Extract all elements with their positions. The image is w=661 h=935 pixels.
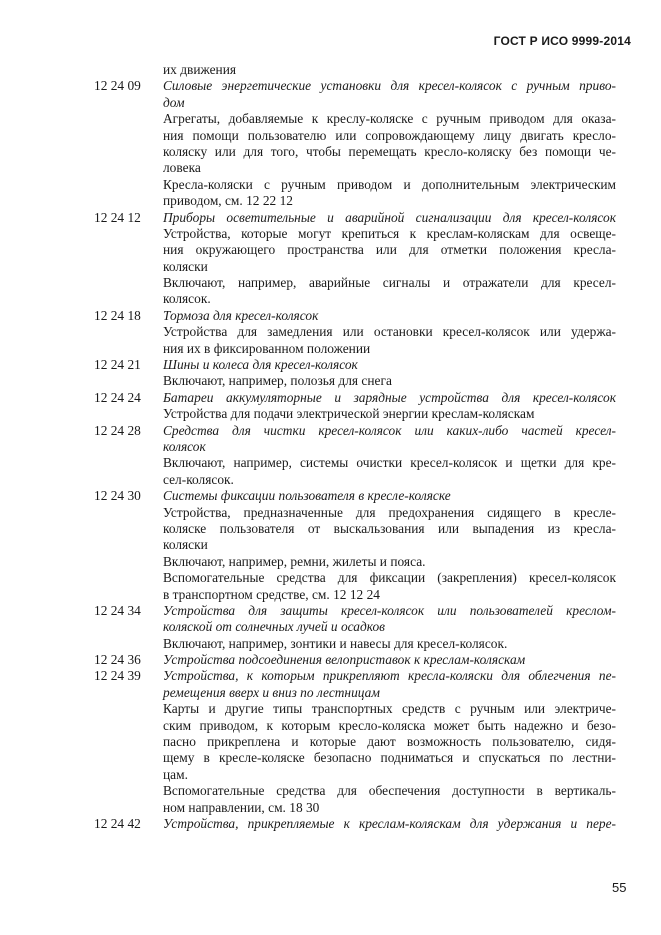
text-line — [0, 587, 661, 603]
text-line — [0, 554, 661, 570]
classification-code: 12 24 34 — [94, 602, 141, 618]
entry-description: ским приводом, к которым кресло-коляска может быть надежно и безо- — [163, 717, 616, 733]
text-line — [0, 570, 661, 586]
entry-description: Устройства для замедления или остановки кресел-колясок или удержа- — [163, 324, 616, 340]
text-line — [0, 718, 661, 734]
text-line — [0, 619, 661, 635]
text-line — [0, 750, 661, 766]
entry-title: Системы фиксации пользователя в кресле-коляске — [163, 488, 451, 504]
text-line — [0, 734, 661, 750]
classification-entry-line — [0, 652, 661, 668]
classification-entry-line — [0, 488, 661, 504]
entry-title: Шины и колеса для кресел-колясок — [163, 357, 358, 373]
text-line — [0, 472, 661, 488]
text-line — [0, 259, 661, 275]
page-number: 55 — [612, 880, 627, 895]
text-line — [0, 177, 661, 193]
entry-title: Устройства подсоединения велоприставок к креслам-коляскам — [163, 652, 526, 668]
text-line — [0, 701, 661, 717]
text-line — [0, 291, 661, 307]
text-line — [0, 144, 661, 160]
classification-entry-line — [0, 668, 661, 684]
classification-code: 12 24 09 — [94, 78, 141, 94]
text-line — [0, 800, 661, 816]
text-line — [0, 685, 661, 701]
entry-description: Кресла-коляски с ручным приводом и дополнительным электрическим — [163, 176, 616, 192]
classification-code: 12 24 36 — [94, 652, 141, 668]
entry-title: Средства для чистки кресел-колясок или каких-либо частей кресел- — [163, 422, 616, 438]
entry-title: колясок — [163, 438, 206, 454]
text-line — [0, 373, 661, 389]
text-line — [0, 783, 661, 799]
classification-code: 12 24 39 — [94, 668, 141, 684]
entry-description: приводом, см. 12 22 12 — [163, 193, 293, 209]
text-line — [0, 226, 661, 242]
entry-description: в транспортном средстве, см. 12 12 24 — [163, 586, 380, 602]
text-line — [0, 439, 661, 455]
entry-title: ремещения вверх и вниз по лестницам — [163, 684, 380, 700]
classification-entry-line — [0, 816, 661, 832]
entry-description: коляску или для того, чтобы перемещать кресло-коляску без помощи че- — [163, 143, 616, 159]
text-line — [0, 455, 661, 471]
classification-code: 12 24 21 — [94, 357, 141, 373]
text-line — [0, 537, 661, 553]
entry-title: Устройства для защиты кресел-колясок или пользователей креслом- — [163, 602, 616, 618]
entry-description: щему в кресле-коляске безопасно подниматься и спускаться по лестни- — [163, 750, 616, 766]
entry-description: ния окружающего пространства или для отметки положения кресла- — [163, 242, 616, 258]
entry-description: Вспомогательные средства для обеспечения доступности в вертикаль- — [163, 783, 616, 799]
entry-description: их движения — [163, 62, 237, 77]
entry-description: колясок. — [163, 291, 211, 307]
text-line — [0, 128, 661, 144]
text-line — [0, 242, 661, 258]
entry-description: ловека — [163, 160, 201, 176]
entry-description: Вспомогательные средства для фиксации (закрепления) кресел-колясок — [163, 570, 616, 586]
text-line — [0, 95, 661, 111]
classification-entry-line — [0, 78, 661, 94]
entry-description: коляске пользователя от выскальзования или выпадения из кресла- — [163, 520, 616, 536]
entry-description: Включают, например, полозья для снега — [163, 373, 392, 389]
entry-description: Включают, например, системы очистки кресел-колясок и щетки для кре- — [163, 455, 616, 471]
classification-code: 12 24 28 — [94, 422, 141, 438]
entry-title: Устройства, прикрепляемые к креслам-коляскам для удержания и пере- — [163, 815, 616, 831]
text-line — [0, 406, 661, 422]
entry-description: Устройства, которые могут крепиться к креслам-коляскам для освеще- — [163, 225, 616, 241]
entry-title: Батареи аккумуляторные и зарядные устройства для кресел-колясок — [163, 389, 616, 405]
entry-title: коляской от солнечных лучей и осадков — [163, 619, 385, 635]
entry-title: дом — [163, 94, 185, 110]
text-line — [0, 767, 661, 783]
text-line — [0, 160, 661, 176]
entry-title: Тормоза для кресел-колясок — [163, 307, 319, 323]
entry-description: пасно прикреплена и которые дают возможность пользователю, сидя- — [163, 734, 616, 750]
entry-description: Включают, например, аварийные сигналы и отражатели для кресел- — [163, 275, 616, 291]
entry-description: Устройства, предназначенные для предохранения сидящего в кресле- — [163, 504, 616, 520]
entry-description: сел-колясок. — [163, 471, 234, 487]
entry-description: Агрегаты, добавляемые к креслу-коляске с ручным приводом для оказа- — [163, 111, 616, 127]
entry-description: коляски — [163, 258, 208, 274]
text-line — [0, 62, 661, 78]
entry-description: Карты и другие типы транспортных средств с ручным или электриче- — [163, 701, 616, 717]
entry-description: Включают, например, зонтики и навесы для кресел-колясок. — [163, 635, 508, 651]
entry-title: Приборы осветительные и аварийной сигнализации для кресел-колясок — [163, 209, 616, 225]
entry-description: ном направлении, см. 18 30 — [163, 799, 320, 815]
classification-code: 12 24 30 — [94, 488, 141, 504]
text-line — [0, 636, 661, 652]
classification-entry-line — [0, 210, 661, 226]
entry-description: ния помощи пользователю или сопровождающему лицу двигать кресло- — [163, 127, 616, 143]
classification-entry-line — [0, 423, 661, 439]
classification-entry-line — [0, 308, 661, 324]
document-header: ГОСТ Р ИСО 9999-2014 — [493, 34, 631, 48]
entry-description: цам. — [163, 766, 188, 782]
text-line — [0, 275, 661, 291]
entry-description: Устройства для подачи электрической энергии креслам-коляскам — [163, 406, 535, 422]
classification-entry-line — [0, 390, 661, 406]
text-line — [0, 341, 661, 357]
text-line — [0, 324, 661, 340]
text-line — [0, 111, 661, 127]
classification-code: 12 24 24 — [94, 389, 141, 405]
classification-code: 12 24 42 — [94, 815, 141, 831]
classification-code: 12 24 12 — [94, 209, 141, 225]
entry-description: Включают, например, ремни, жилеты и пояса. — [163, 553, 426, 569]
document-body — [0, 62, 661, 832]
classification-entry-line — [0, 603, 661, 619]
text-line — [0, 505, 661, 521]
entry-description: коляски — [163, 537, 208, 553]
classification-entry-line — [0, 357, 661, 373]
classification-code: 12 24 18 — [94, 307, 141, 323]
text-line — [0, 521, 661, 537]
entry-title: Силовые энергетические установки для кресел-колясок с ручным приво- — [163, 78, 616, 94]
entry-title: Устройства, к которым прикрепляют кресла-коляски для облегчения пе- — [163, 668, 616, 684]
entry-description: ния их в фиксированном положении — [163, 340, 371, 356]
text-line — [0, 193, 661, 209]
